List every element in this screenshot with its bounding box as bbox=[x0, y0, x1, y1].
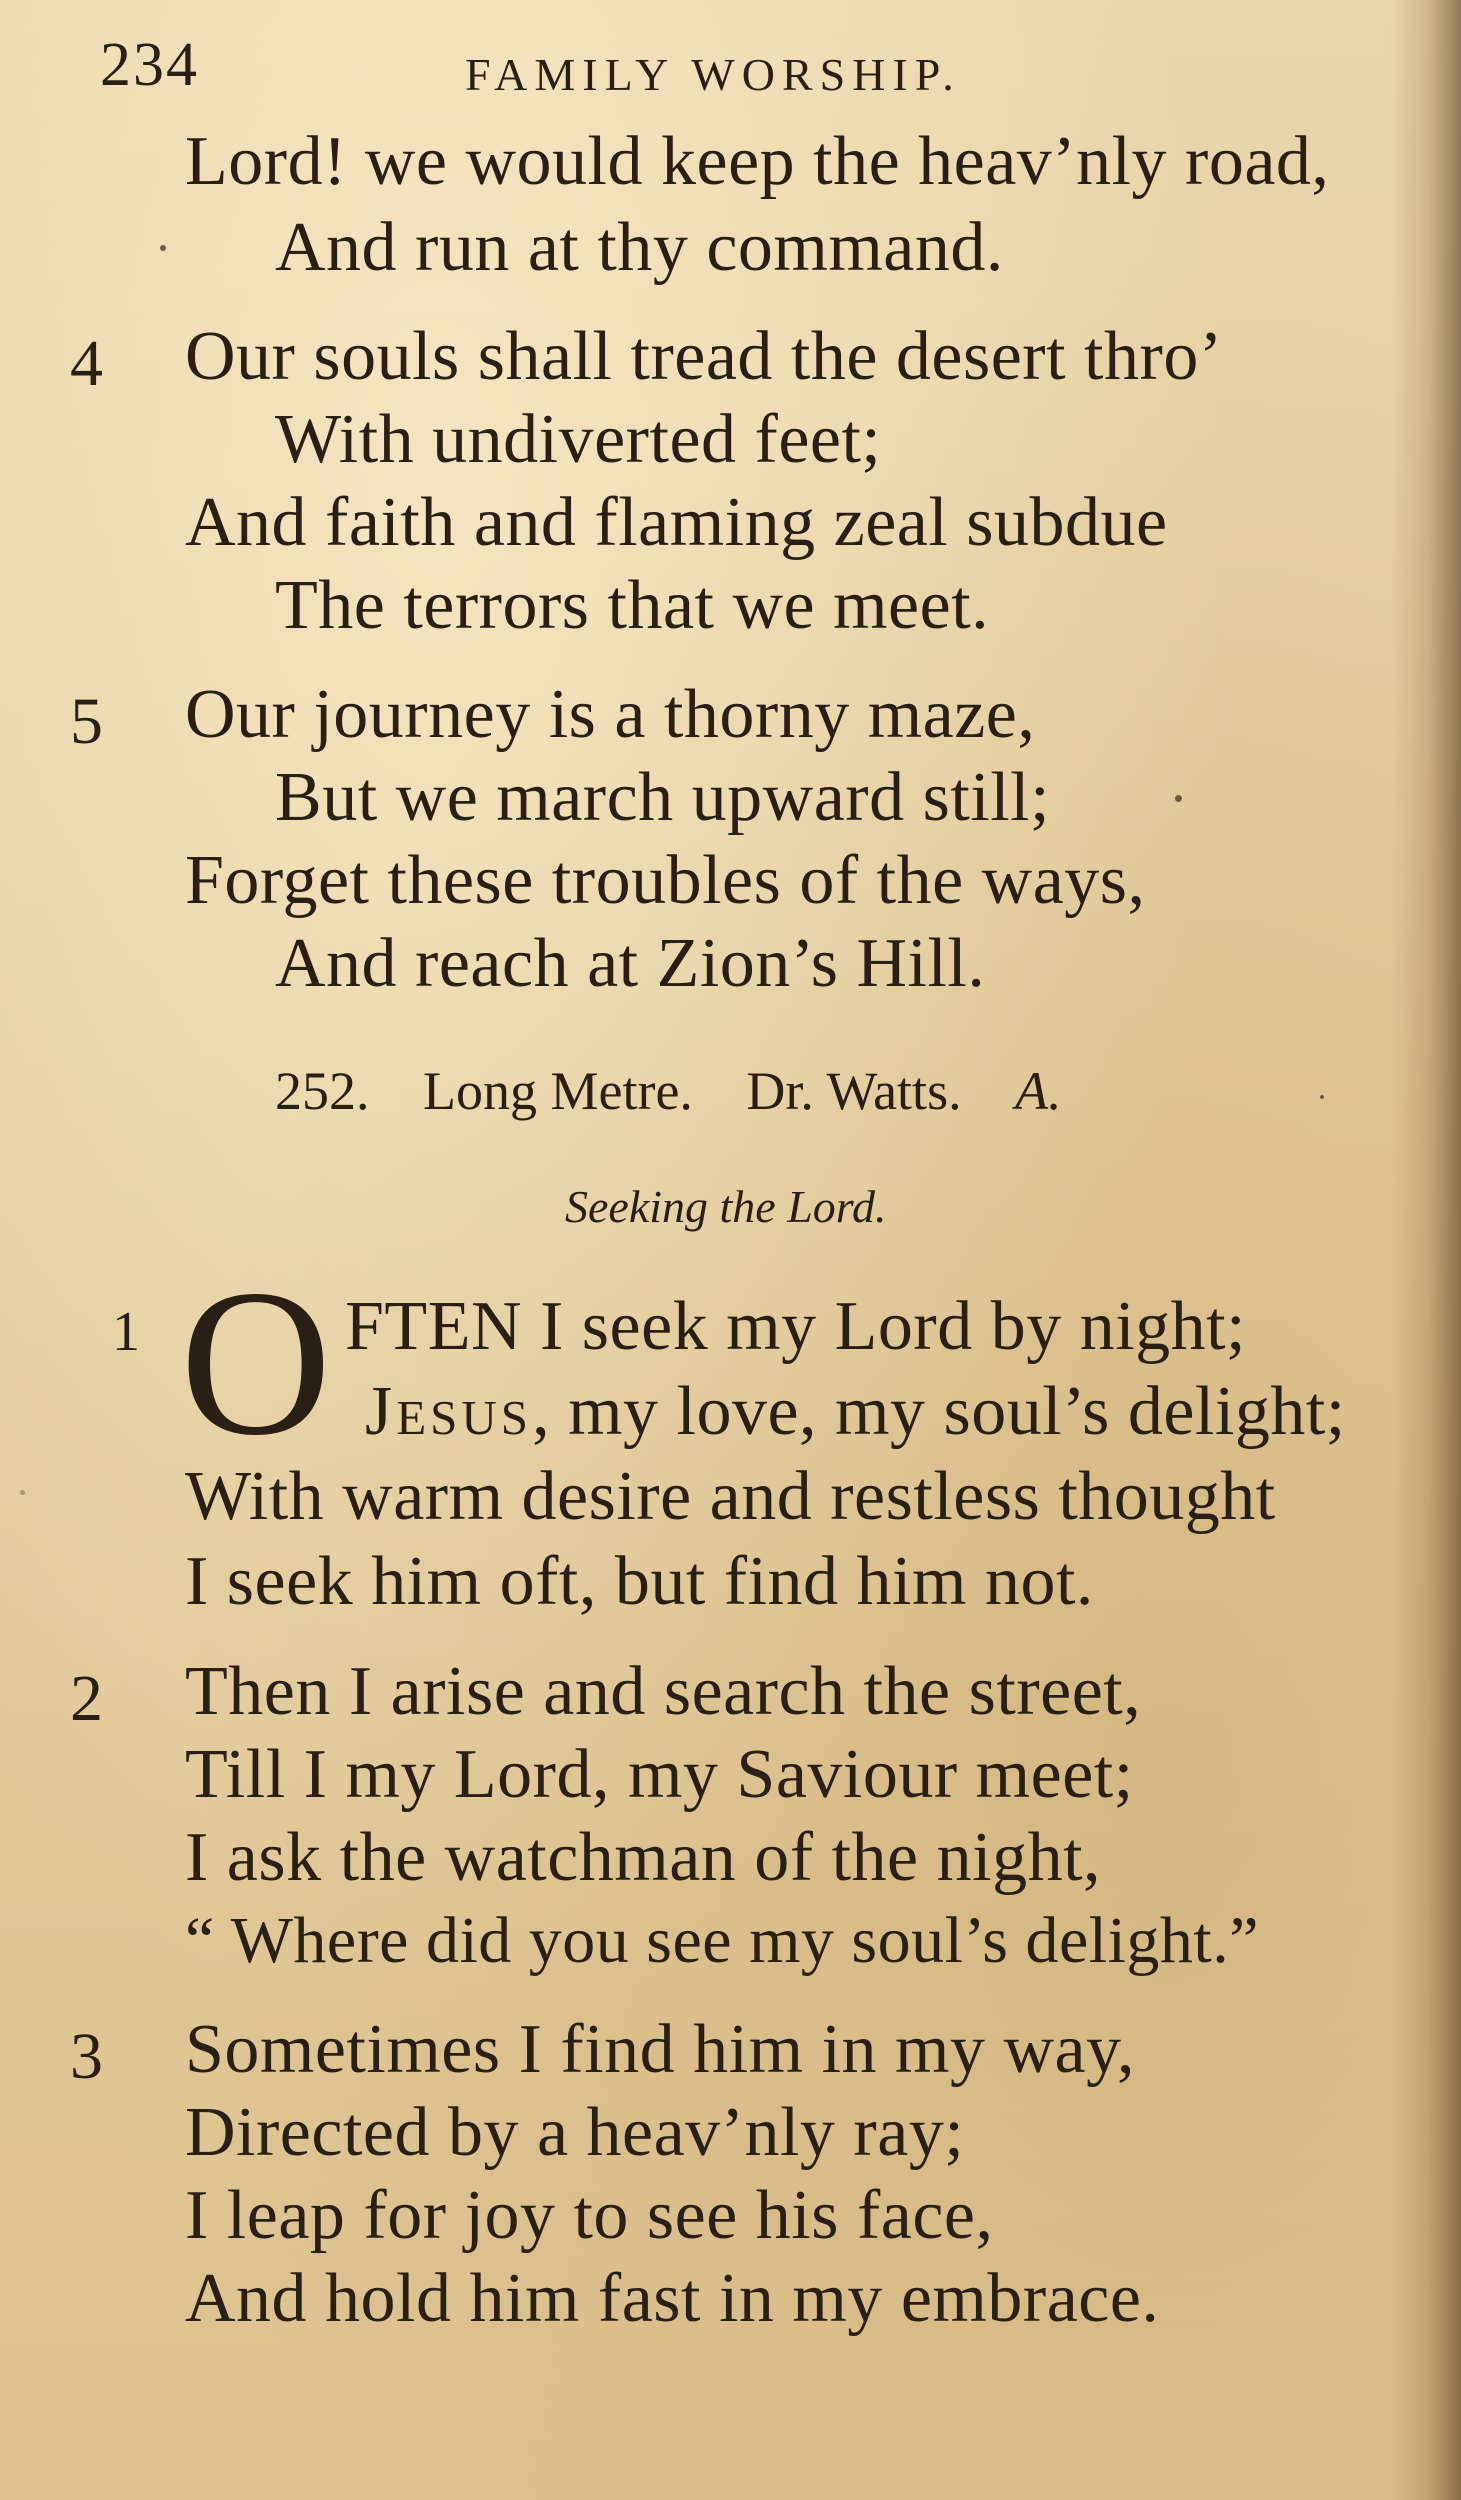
ink-speck bbox=[160, 245, 166, 251]
stanza-line: The terrors that we meet. bbox=[275, 567, 990, 644]
stanza-line: Till I my Lord, my Saviour meet; bbox=[185, 1736, 1134, 1813]
drop-cap: O bbox=[180, 1247, 332, 1479]
stanza-line: But we march upward still; bbox=[275, 759, 1051, 836]
page-number: 234 bbox=[100, 31, 199, 99]
page-header bbox=[100, 30, 1440, 100]
hymn-title: Seeking the Lord. bbox=[565, 1181, 887, 1232]
stanza-number: 4 bbox=[70, 327, 103, 400]
ink-speck bbox=[20, 1490, 25, 1495]
stanza-line: Then I arise and search the street, bbox=[185, 1653, 1142, 1730]
hymn-heading bbox=[275, 1060, 1102, 1122]
stanza-line-rest: , my love, my soul’s delight; bbox=[532, 1373, 1346, 1450]
stanza-number: 3 bbox=[70, 2020, 103, 2093]
page-edge-shadow bbox=[1391, 0, 1461, 2500]
stanza-line: Directed by a heav’nly ray; bbox=[185, 2094, 965, 2171]
stanza-line-with-name bbox=[365, 1370, 1346, 1454]
running-head: FAMILY WORSHIP. bbox=[465, 49, 961, 100]
hymn-number: 252. bbox=[275, 1061, 370, 1121]
ink-speck bbox=[1320, 1095, 1324, 1099]
stanza-line: And hold him fast in my embrace. bbox=[185, 2260, 1160, 2337]
stanza-line: Forget these troubles of the ways, bbox=[185, 842, 1146, 919]
continuation-line-2: And run at thy command. bbox=[275, 209, 1004, 286]
stanza-line: With warm desire and restless thought bbox=[185, 1458, 1276, 1535]
name-jesus: Jesus bbox=[365, 1373, 533, 1450]
hymn-metre: Long Metre. bbox=[423, 1061, 693, 1121]
stanza-line: “ Where did you see my soul’s delight.” bbox=[185, 1904, 1260, 1977]
stanza-line: Our souls shall tread the desert thro’ bbox=[185, 318, 1223, 395]
stanza-line: FTEN I seek my Lord by night; bbox=[345, 1288, 1247, 1365]
hymn-author: Dr. Watts. bbox=[746, 1061, 962, 1121]
stanza-line: Our journey is a thorny maze, bbox=[185, 676, 1036, 753]
stanza-line: And reach at Zion’s Hill. bbox=[275, 925, 986, 1002]
stanza-line: With undiverted feet; bbox=[275, 401, 882, 478]
hymn-mark: A. bbox=[1015, 1061, 1062, 1121]
stanza-line: I leap for joy to see his face, bbox=[185, 2177, 994, 2254]
stanza-number: 1 bbox=[112, 1301, 140, 1363]
continuation-line-1: Lord! we would keep the heav’nly road, bbox=[185, 123, 1330, 200]
stanza-number: 2 bbox=[70, 1662, 103, 1735]
stanza-line: I ask the watchman of the night, bbox=[185, 1819, 1102, 1896]
stanza-line: And faith and flaming zeal subdue bbox=[185, 484, 1168, 561]
stanza-number: 5 bbox=[70, 685, 103, 758]
stanza-line: I seek him oft, but find him not. bbox=[185, 1543, 1094, 1620]
ink-speck bbox=[1175, 795, 1182, 802]
stanza-line: Sometimes I find him in my way, bbox=[185, 2011, 1136, 2088]
